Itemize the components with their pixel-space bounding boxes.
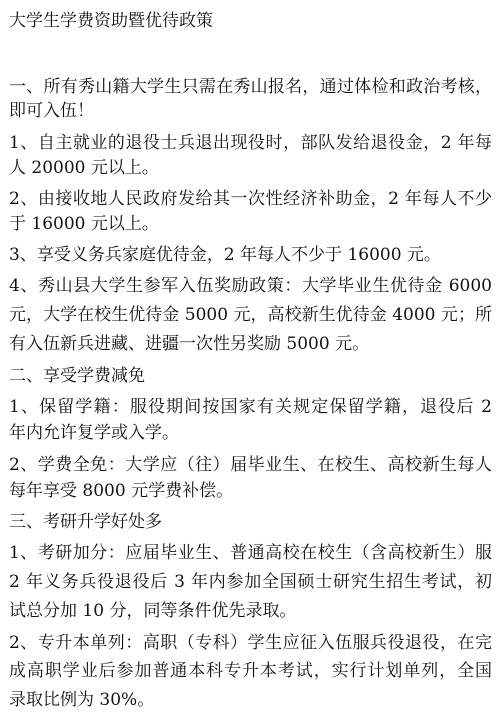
text-line: 4、秀山县大学生参军入伍奖励政策：大学毕业生优待金 6000 <box>9 276 492 296</box>
section-heading: 三、考研升学好处多 <box>9 512 162 532</box>
text-line: 试总分加 10 分，同等条件优先录取。 <box>9 601 297 621</box>
text-line: 每年享受 8000 元学费补偿。 <box>9 481 234 501</box>
text-line: 录取比例为 30%。 <box>9 690 155 710</box>
text-line: 即可入伍！ <box>9 101 94 121</box>
text-line: 有入伍新兵进藏、进疆一次性另奖励 5000 元。 <box>9 334 370 354</box>
text-line: 2、由接收地人民政府发给其一次性经济补助金，2 年每人不少 <box>9 189 492 209</box>
text-line: 成高职学业后参加普通本科专升本考试，实行计划单列，全国 <box>9 661 492 681</box>
text-line: 2、专升本单列：高职（专科）学生应征入伍服兵役退役，在完 <box>9 633 492 653</box>
text-line: 1、考研加分：应届毕业生、普通高校在校生（含高校新生）服 <box>9 543 492 563</box>
text-line: 一、所有秀山籍大学生只需在秀山报名，通过体检和政治考核， <box>9 77 492 97</box>
text-line: 年内允许复学或入学。 <box>9 423 179 443</box>
text-line: 3、享受义务兵家庭优待金，2 年每人不少于 16000 元。 <box>9 245 441 265</box>
text-line: 1、保留学籍：服役期间按国家有关规定保留学籍，退役后 2 <box>9 397 492 417</box>
text-line: 人 20000 元以上。 <box>9 158 159 178</box>
text-line: 1、自主就业的退役士兵退出现役时，部队发给退役金，2 年每 <box>9 133 492 153</box>
section-heading: 二、享受学费减免 <box>9 366 145 386</box>
text-line: 2、学费全免：大学应（往）届毕业生、在校生、高校新生每人 <box>9 455 492 475</box>
text-line: 于 16000 元以上。 <box>9 214 159 234</box>
text-line: 2 年义务兵役退役后 3 年内参加全国硕士研究生招生考试，初 <box>9 572 492 592</box>
document-title: 大学生学费资助暨优待政策 <box>9 11 213 31</box>
text-line: 元，大学在校生优待金 5000 元，高校新生优待金 4000 元；所 <box>9 305 492 325</box>
